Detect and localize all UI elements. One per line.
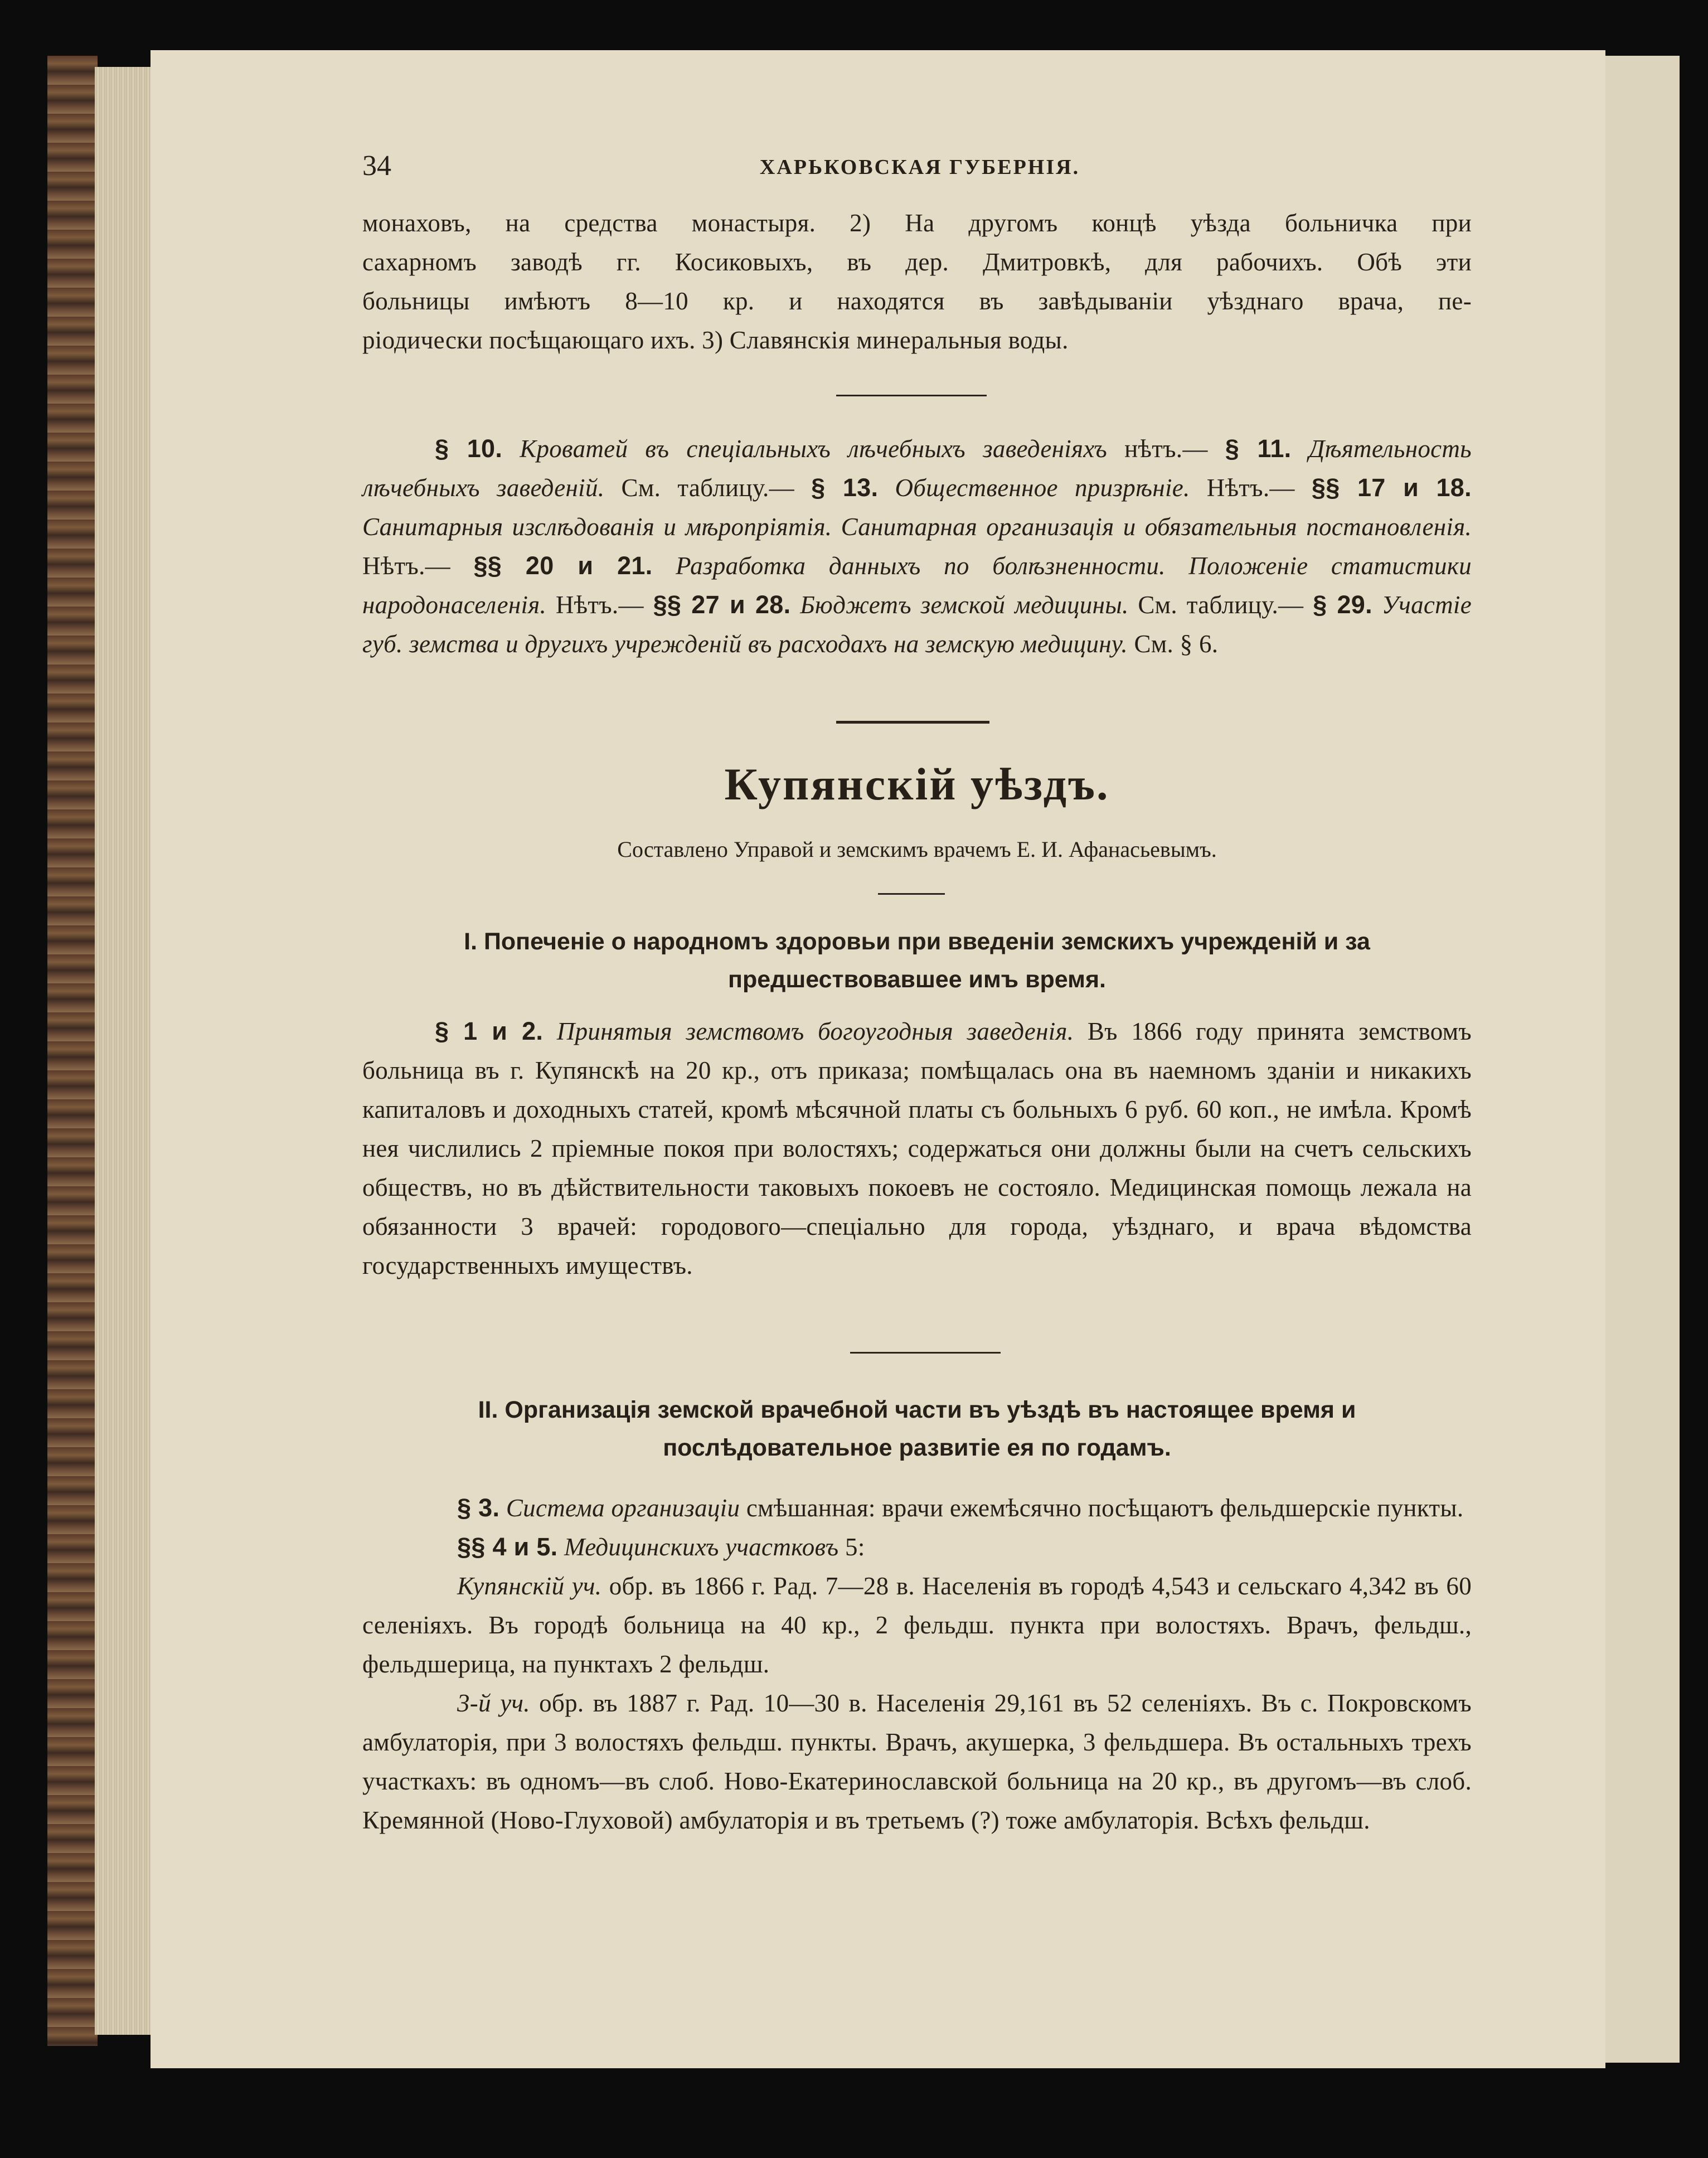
text-line: больницы имѣютъ 8—10 кр. и находятся въ завѣдываніи уѣзднаго врача, пе- xyxy=(362,287,1472,315)
section-title: Дѣятельность лѣчебныхъ заведеній. xyxy=(362,435,1472,502)
text-line: сахарномъ заводѣ гг. Косиковыхъ, въ дер. Дмитровкѣ, для рабочихъ. Обѣ эти xyxy=(362,248,1472,276)
section-number: § 11. xyxy=(1225,434,1292,463)
district-title: Купянскій уѣздъ. xyxy=(724,759,1110,809)
section-number: §§ 20 и 21. xyxy=(473,551,653,580)
section-text: Нѣтъ.— xyxy=(362,552,450,580)
section-text: смѣшанная: врачи ежемѣсячно посѣщаютъ фельдшерскіе пункты. xyxy=(746,1494,1464,1522)
section-text: См. § 6. xyxy=(1134,630,1219,658)
section-number: § 10. xyxy=(435,434,503,463)
section-1-heading: I. Попеченіе о народномъ здоровьи при введеніи земскихъ учрежденій и за предшествовавшее имъ время. xyxy=(464,928,1370,993)
section-number: § 3. xyxy=(457,1493,500,1522)
section-text: 5: xyxy=(845,1533,865,1561)
section-text: Нѣтъ.— xyxy=(555,591,644,619)
summary-paragraph xyxy=(362,429,1472,663)
page-number: 34 xyxy=(362,150,391,182)
intro-paragraph xyxy=(362,203,1472,360)
section-1-paragraph xyxy=(362,1012,1472,1285)
section-number: §§ 27 и 28. xyxy=(653,590,791,619)
section-text: нѣтъ.— xyxy=(1124,435,1208,463)
section-text: Въ 1866 году принята земствомъ больница въ г. Купянскѣ на 20 кр., отъ приказа; помѣщалась она въ наемномъ зданіи и никакихъ капиталовъ и доходныхъ статей, кромѣ мѣсячной платы съ больныхъ 6 руб. 60 коп., не имѣла. Кромѣ нея числились 2 пріемные покоя при волостяхъ; содержаться они должны были на счетъ сельскихъ обществъ, но въ дѣйствительности таковыхъ покоевъ не состояло. Медицинская помощь лежала на обязанности 3 врачей: городового—спеціально для города, уѣзднаго, и врача вѣдомства государственныхъ имуществъ. xyxy=(362,1017,1472,1279)
section-2-body xyxy=(362,1488,1472,1840)
section-title: Разработка данныхъ по болѣзненности. Положеніе статистики народонаселенія. xyxy=(362,552,1472,619)
section-number: §§ 4 и 5. xyxy=(457,1533,558,1561)
district-text: обр. въ 1887 г. Рад. 10—30 в. Населенія 29,161 въ 52 селеніяхъ. Въ с. Покровскомъ амбулаторія, при 3 волостяхъ фельдш. пункты. Врачъ, акушерка, 3 фельдшера. Въ остальныхъ трехъ участкахъ: въ одномъ—въ слоб. Ново-Екатеринославской больница на 20 кр., въ другомъ—въ слоб. Кремянной (Ново-Глуховой) амбулаторія и въ третьемъ (?) тоже амбулаторія. Всѣхъ фельдш. xyxy=(362,1689,1472,1834)
section-title: Бюджетъ земской медицины. xyxy=(800,591,1129,619)
district-text: обр. въ 1866 г. Рад. 7—28 в. Населенія въ городѣ 4,543 и сельскаго 4,342 въ 60 селеніяхъ. Въ городѣ больница на 40 кр., 2 фельдш. пункта при волостяхъ. Врачъ, фельдш., фельдшерица, на пунктахъ 2 фельдш. xyxy=(362,1572,1472,1678)
facing-page-edge xyxy=(1600,56,1680,2063)
section-title: Медицинскихъ участковъ xyxy=(564,1533,839,1561)
section-title: Общественное призрѣніе. xyxy=(895,474,1190,502)
section-title: Участіе губ. земства и другихъ учрежденій въ расходахъ на земскую медицину. xyxy=(362,591,1472,658)
section-title: Система организаціи xyxy=(506,1494,740,1522)
text-line: монаховъ, на средства монастыря. 2) На другомъ концѣ уѣзда больничка при xyxy=(362,209,1472,237)
section-text: См. таблицу.— xyxy=(621,474,794,502)
section-title: Кроватей въ спеціальныхъ лѣчебныхъ заведеніяхъ xyxy=(520,435,1108,463)
district-name: 3-й уч. xyxy=(457,1689,530,1717)
book-spine xyxy=(47,56,98,2046)
byline: Составлено Управой и земскимъ врачемъ Е. И. Афанасьевымъ. xyxy=(617,837,1217,862)
text-line: ріодически посѣщающаго ихъ. 3) Славянскія минеральныя воды. xyxy=(362,326,1069,354)
section-title: Принятыя земствомъ богоугодныя заведенія. xyxy=(556,1017,1074,1045)
section-text: См. таблицу.— xyxy=(1138,591,1304,619)
page-header xyxy=(362,149,1708,188)
section-text: Нѣтъ.— xyxy=(1206,474,1295,502)
page-edges xyxy=(95,67,156,2035)
section-2-heading: II. Организація земской врачебной части въ уѣздѣ въ настоящее время и послѣдовательное развитіе ея по годамъ. xyxy=(478,1396,1356,1461)
section-number: § 13. xyxy=(811,473,879,502)
separator-rule xyxy=(836,395,987,396)
section-number: § 1 и 2. xyxy=(435,1017,544,1045)
section-number: § 29. xyxy=(1313,590,1372,619)
separator-rule xyxy=(836,721,989,724)
separator-rule xyxy=(878,893,945,895)
section-title: Санитарныя изслѣдованія и мѣропріятія. Санитарная организація и обязательныя постановленія. xyxy=(362,513,1472,541)
running-head: ХАРЬКОВСКАЯ ГУБЕРНІЯ. xyxy=(759,156,1080,179)
separator-rule xyxy=(850,1352,1001,1354)
district-name: Купянскій уч. xyxy=(457,1572,602,1600)
section-number: §§ 17 и 18. xyxy=(1311,473,1472,502)
